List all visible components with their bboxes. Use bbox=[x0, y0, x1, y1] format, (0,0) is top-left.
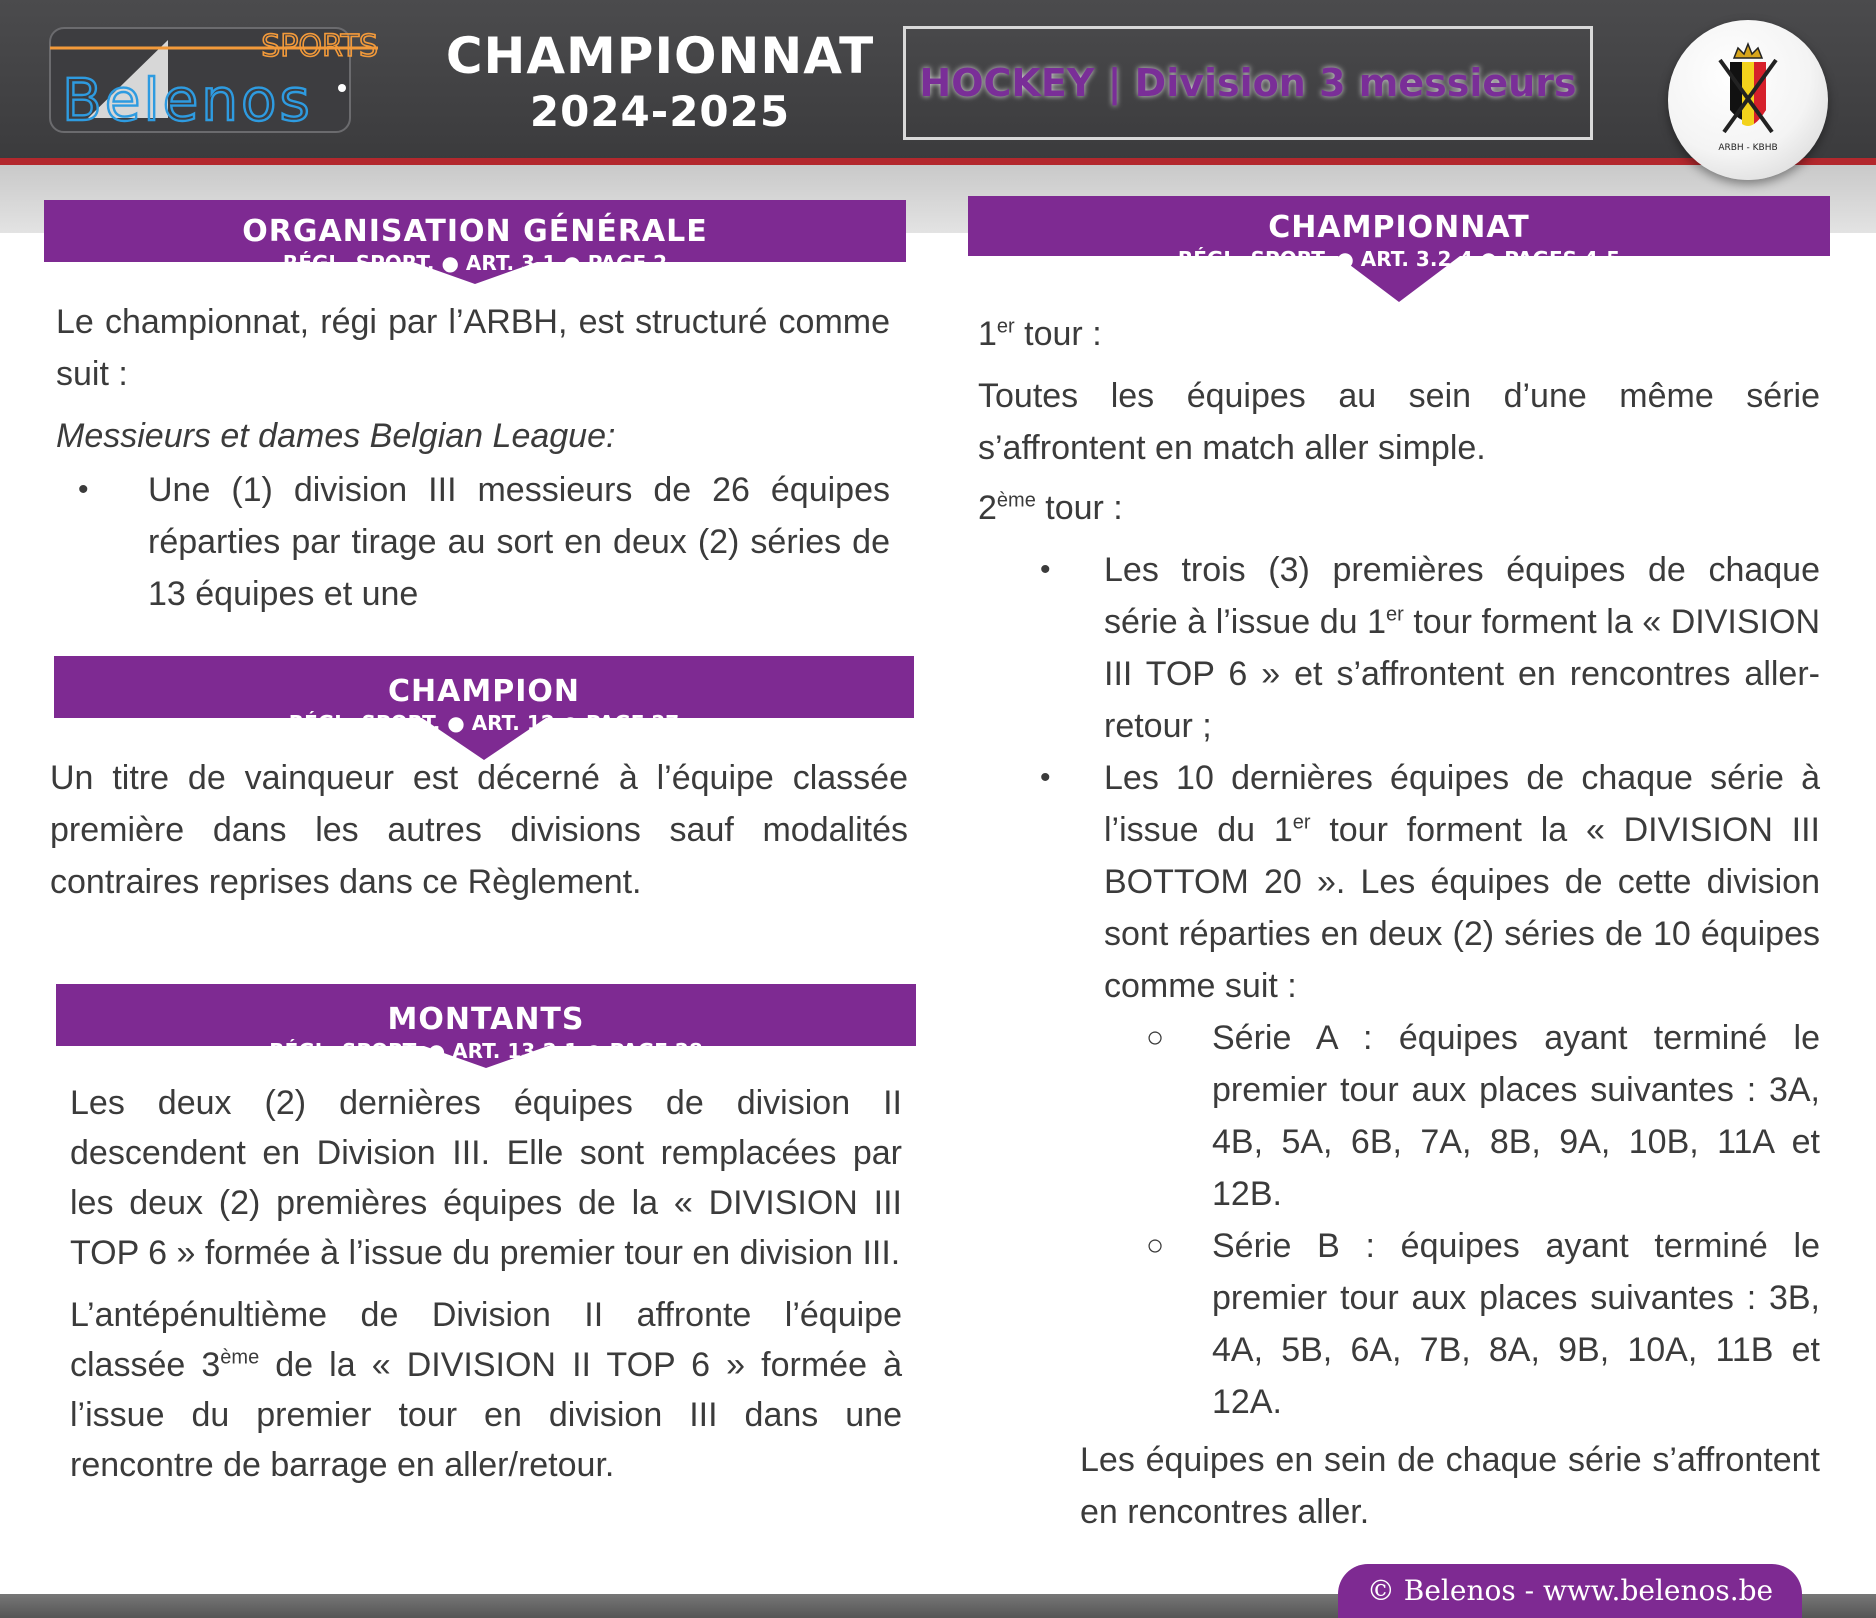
serie-b-item bbox=[978, 1220, 1820, 1428]
champion-text bbox=[50, 752, 908, 908]
montants-reference: RÉGL. SPORT. ● ART. 13.2.1 ● PAGE 28 bbox=[269, 1039, 703, 1063]
champion-paragraph: Un titre de vainqueur est décerné à l’équipe classée première dans les autres divisions sauf modalités contraires reprises dans ce Règlement. bbox=[50, 759, 908, 901]
belenos-sports-logo bbox=[48, 26, 426, 136]
championnat-reference: RÉGL. SPORT. ● ART. 3.2.4 ● PAGES 4-5 bbox=[1177, 247, 1621, 271]
championnat-bullet-2 bbox=[978, 752, 1820, 1012]
organisation-title: ORGANISATION GÉNÉRALE bbox=[242, 214, 708, 249]
division-label: HOCKEY | Division 3 messieurs bbox=[919, 61, 1577, 105]
federation-logo-text: ARBH - KBHB bbox=[1718, 143, 1778, 153]
bullet-1-text: Les trois (3) premières équipes de chaque série à l’issue du 1er tour forment la « DIVISION III TOP 6 » et s’affrontent en rencontres aller-retour ; bbox=[1104, 551, 1820, 745]
logo-brand-text: Belenos bbox=[62, 66, 313, 134]
championnat-title: CHAMPIONNAT bbox=[1268, 210, 1530, 245]
bullet-icon: • bbox=[1040, 761, 1051, 794]
serie-b-text: Série B : équipes ayant terminé le premier tour aux places suivantes : 3B, 4A, 5B, 6A, 7B, 8A, 9B, 10A, 11B et 12A. bbox=[1212, 1227, 1820, 1421]
circle-bullet-icon: ○ bbox=[1146, 1229, 1165, 1262]
championnat-bullet-1 bbox=[978, 544, 1820, 752]
organisation-bullet bbox=[56, 464, 890, 624]
title-line-2: 2024-2025 bbox=[529, 87, 791, 136]
copyright-badge[interactable] bbox=[1338, 1564, 1802, 1618]
bullet-2-text: Les 10 dernières équipes de chaque série à l’issue du 1er tour forment la « DIVISION III BOTTOM 20 ». Les équipes de cette division sont réparties en deux (2) séries de 10 équipes comme suit : bbox=[1104, 759, 1820, 1005]
championnat-banner bbox=[968, 210, 1830, 280]
logo-sports-text: SPORTS bbox=[261, 29, 378, 64]
tour-2-heading: 2ème tour : bbox=[978, 489, 1123, 527]
page-title bbox=[430, 26, 890, 138]
serie-a-item bbox=[978, 1012, 1820, 1220]
bullet-icon: • bbox=[1040, 553, 1051, 586]
tour-1-text: Toutes les équipes au sein d’une même série s’affrontent en match aller simple. bbox=[978, 377, 1820, 467]
championnat-text bbox=[978, 308, 1820, 1538]
championnat-closing: Les équipes en sein de chaque série s’affrontent en rencontres aller. bbox=[1080, 1441, 1820, 1531]
bullet-icon: • bbox=[78, 473, 89, 506]
champion-banner bbox=[54, 674, 914, 744]
organisation-banner bbox=[44, 214, 906, 284]
montants-title: MONTANTS bbox=[387, 1002, 585, 1037]
organisation-intro: Le championnat, régi par l’ARBH, est structuré comme suit : bbox=[56, 303, 890, 393]
tour-1-heading: 1er tour : bbox=[978, 315, 1102, 353]
federation-crest-icon bbox=[1668, 20, 1828, 180]
title-line-1: CHAMPIONNAT bbox=[445, 27, 875, 85]
copyright-text: © Belenos - www.belenos.be bbox=[1366, 1574, 1774, 1607]
champion-title: CHAMPION bbox=[388, 674, 580, 709]
serie-a-text: Série A : équipes ayant terminé le premier tour aux places suivantes : 3A, 4B, 5A, 6B, 7A, 8B, 9A, 10B, 11A et 12B. bbox=[1212, 1019, 1820, 1213]
montants-text bbox=[70, 1078, 902, 1490]
organisation-reference: RÉGL. SPORT. ● ART. 3.1 ● PAGE 2 bbox=[282, 251, 668, 275]
organisation-bullet-text: Une (1) division III messieurs de 26 équipes réparties par tirage au sort en deux (2) séries de 13 équipes et une bbox=[148, 471, 890, 613]
organisation-text bbox=[56, 296, 890, 624]
header-divider bbox=[0, 158, 1876, 165]
champion-reference: RÉGL. SPORT. ● ART. 12 ● PAGE 27 bbox=[288, 711, 680, 735]
montants-banner bbox=[56, 1002, 916, 1072]
circle-bullet-icon: ○ bbox=[1146, 1021, 1165, 1054]
hockey-ball-logo bbox=[1668, 20, 1828, 180]
organisation-league: Messieurs et dames Belgian League: bbox=[56, 417, 616, 455]
montants-paragraph-1: Les deux (2) dernières équipes de division II descendent en Division III. Elle sont remplacées par les deux (2) premières équipes de la « DIVISION III TOP 6 » formée à l’issue du premier tour en division III. bbox=[70, 1084, 902, 1272]
montants-paragraph-2: L’antépénultième de Division II affronte l’équipe classée 3ème de la « DIVISION II TOP 6 » formée à l’issue du premier tour en division III dans une rencontre de barrage en aller/retour. bbox=[70, 1296, 902, 1484]
division-label-box bbox=[903, 26, 1593, 140]
